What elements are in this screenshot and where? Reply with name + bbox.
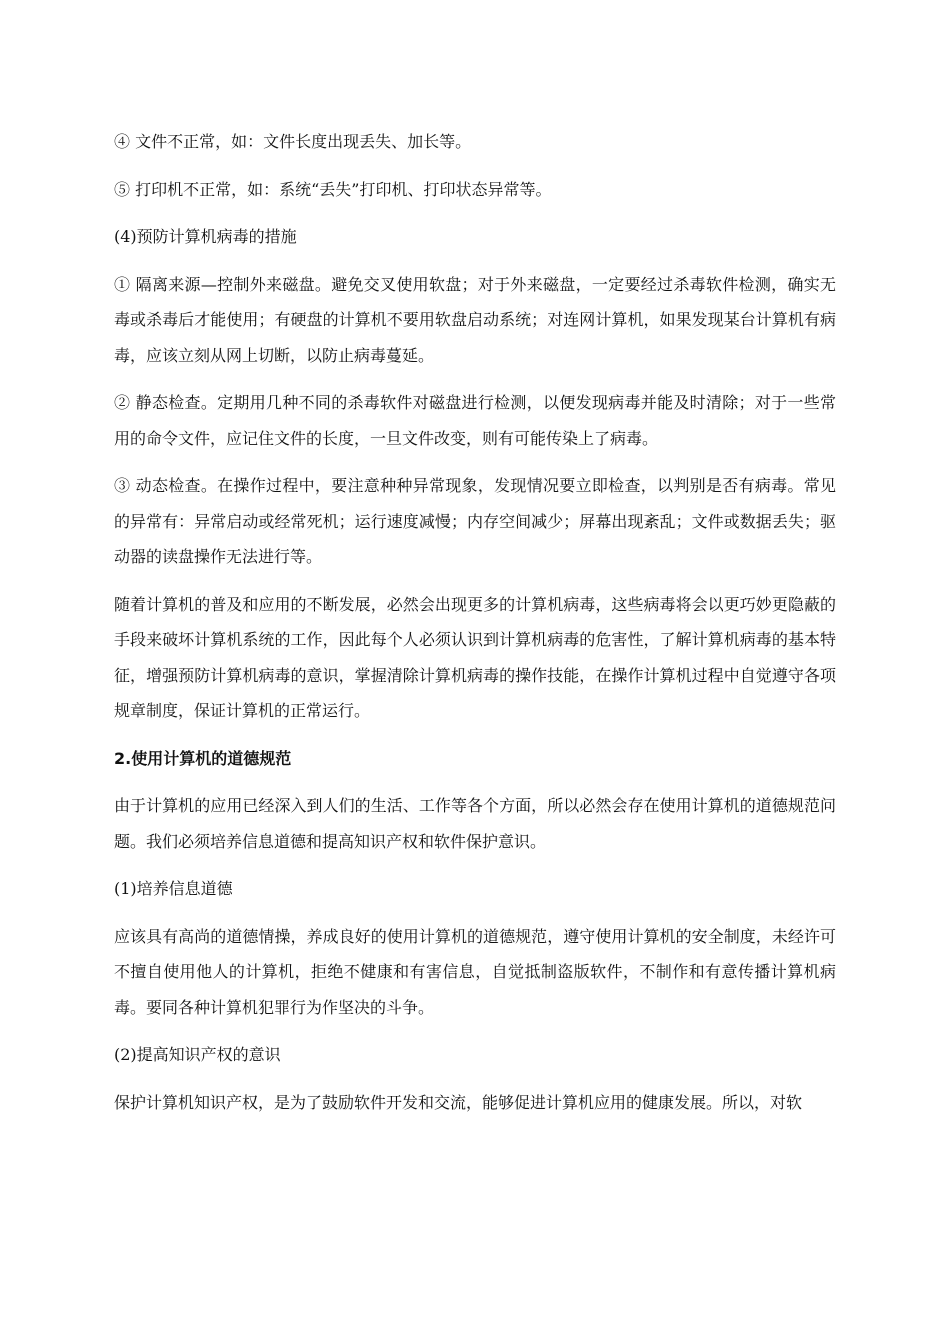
- list-item-4-file-abnormal: ④ 文件不正常，如：文件长度出现丢失、加长等。: [114, 132, 472, 151]
- subheading-info-ethics: (1)培养信息道德: [114, 879, 233, 898]
- paragraph-ip-protection: 保护计算机知识产权，是为了鼓励软件开发和交流，能够促进计算机应用的健康发展。所以，对软: [114, 1092, 803, 1112]
- section-heading-ethics: 2.使用计算机的道德规范: [114, 748, 292, 768]
- list-item-3-dynamic-check: ③ 动态检查。在操作过程中，要注意种种异常现象，发现情况要立即检查，以判别是否有病毒。常见的异常有：异常启动或经常死机；运行速度减慢；内存空间减少；屏幕出现紊乱；文件或数据丢失；驱动器的读盘操作无法进行等。: [114, 476, 836, 566]
- paragraph-virus-awareness: 随着计算机的普及和应用的不断发展，必然会出现更多的计算机病毒，这些病毒将会以更巧妙更隐蔽的手段来破坏计算机系统的工作，因此每个人必须认识到计算机病毒的危害性，了解计算机病毒的基本特征，增强预防计算机病毒的意识，掌握清除计算机病毒的操作技能，在操作计算机过程中自觉遵守各项规章制度，保证计算机的正常运行。: [114, 594, 836, 720]
- list-item-1-isolate-source: ① 隔离来源—控制外来磁盘。避免交叉使用软盘；对于外来磁盘，一定要经过杀毒软件检测，确实无毒或杀毒后才能使用；有硬盘的计算机不要用软盘启动系统；对连网计算机，如果发现某台计算机有病毒，应该立刻从网上切断，以防止病毒蔓延。: [114, 274, 836, 365]
- document-body: [114, 124, 836, 1132]
- list-item-2-static-check: ② 静态检查。定期用几种不同的杀毒软件对磁盘进行检测，以便发现病毒并能及时清除；对于一些常用的命令文件，应记住文件的长度，一旦文件改变，则有可能传染上了病毒。: [114, 393, 836, 448]
- subheading-ip-awareness: (2)提高知识产权的意识: [114, 1045, 281, 1064]
- paragraph-ethics-intro: 由于计算机的应用已经深入到人们的生活、工作等各个方面，所以必然会存在使用计算机的道德规范问题。我们必须培养信息道德和提高知识产权和软件保护意识。: [114, 796, 836, 851]
- list-item-5-printer-abnormal: ⑤ 打印机不正常，如：系统“丢失”打印机、打印状态异常等。: [114, 179, 552, 199]
- subheading-prevention-measures: (4)预防计算机病毒的措施: [114, 227, 297, 246]
- paragraph-info-ethics: 应该具有高尚的道德情操，养成良好的使用计算机的道德规范，遵守使用计算机的安全制度，未经许可不擅自使用他人的计算机，拒绝不健康和有害信息，自觉抵制盗版软件，不制作和有意传播计算机病毒。要同各种计算机犯罪行为作坚决的斗争。: [114, 926, 836, 1017]
